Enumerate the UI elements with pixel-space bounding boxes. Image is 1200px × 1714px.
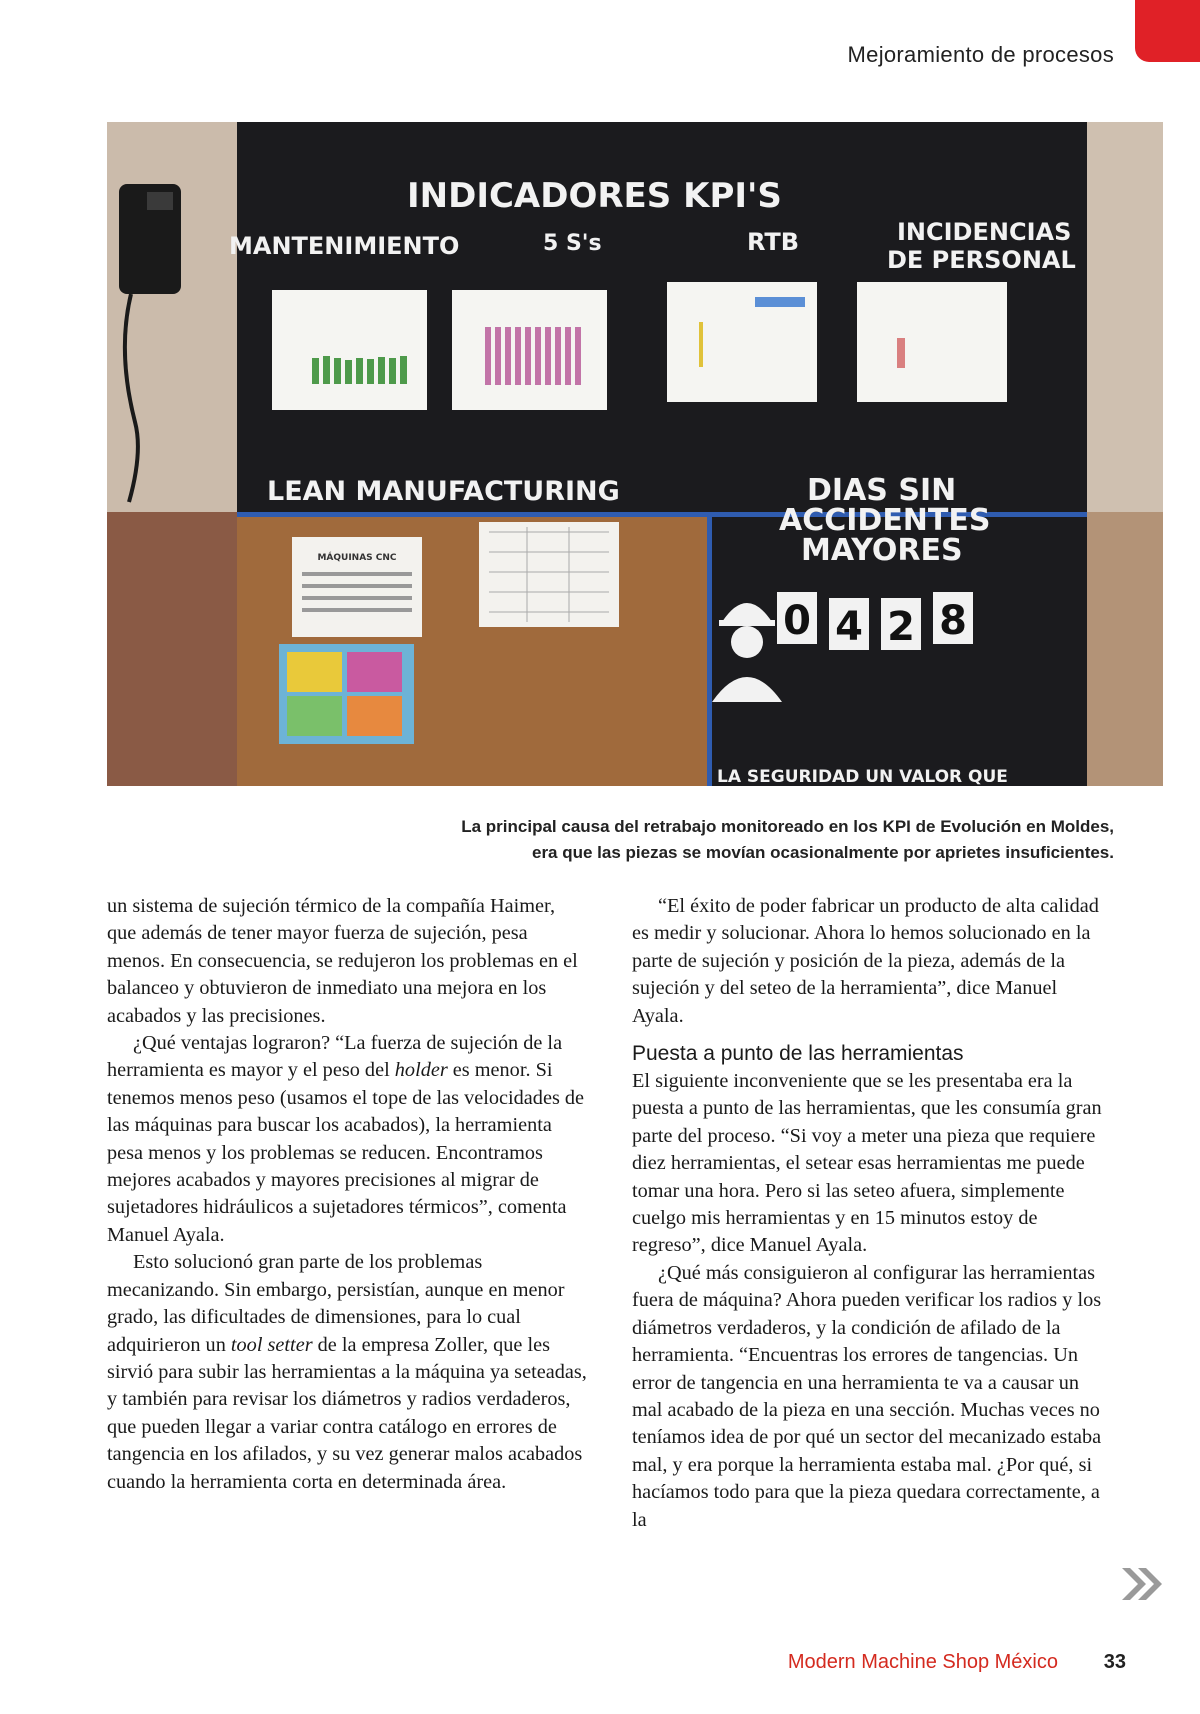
body-paragraph: ¿Qué ventajas lograron? “La fuerza de sujeción de la herramienta es mayor y el peso del holder es menor. Si tenemos menos peso (usamos el tope de las velocidades de las máquinas para buscar los acabados), la herramienta pesa menos y los problemas se reducen. Encontramos mejores acabados y mayores precisiones al migrar de sujetadores hidráulicos a sujetadores térmicos”, comenta Manuel Ayala. xyxy=(107,1032,585,1246)
board-title: INDICADORES KPI'S xyxy=(407,176,782,216)
kpi-label-5s: 5 S's xyxy=(543,231,602,256)
page-footer xyxy=(0,1651,1200,1681)
right-column xyxy=(632,893,1112,1534)
kpi-sheet-incidents xyxy=(857,282,1007,402)
caption-line-1: La principal causa del retrabajo monitoreado en los KPI de Evolución en Moldes, xyxy=(461,817,1114,836)
kpi-label-maintenance: MANTENIMIENTO xyxy=(229,232,460,260)
accident-title-3: MAYORES xyxy=(801,533,963,568)
accident-title-2: ACCIDENTES xyxy=(779,503,991,538)
puzzle-poster xyxy=(279,644,414,744)
kpi-label-incidents-2: DE PERSONAL xyxy=(887,246,1076,274)
caption-line-2: era que las piezas se movían ocasionalmente por aprietes insuficientes. xyxy=(531,843,1114,862)
lean-title: LEAN MANUFACTURING xyxy=(267,476,620,507)
counter-digit-3: 2 xyxy=(887,604,915,650)
page-number: 33 xyxy=(1103,1651,1126,1673)
section-color-tab xyxy=(1135,0,1200,62)
body-paragraph: un sistema de sujeción térmico de la compañía Haimer, que además de tener mayor fuerza de sujeción, pesa menos. En consecuencia, se redujeron los problemas en el balanceo y obtuvieron de inmediato una mejora en los acabados y las precisiones. xyxy=(107,895,578,1027)
photo-caption xyxy=(354,814,1114,866)
kpi-sheet-maintenance xyxy=(272,290,427,410)
continue-arrow-icon xyxy=(1118,1564,1168,1604)
accident-title-1: DIAS SIN xyxy=(807,473,957,508)
section-heading: Puesta a punto de las herramientas xyxy=(632,1042,964,1066)
left-column xyxy=(107,893,587,1496)
kpi-sheet-rtb xyxy=(667,282,817,402)
kpi-board-photo xyxy=(107,122,1163,786)
lean-sheet xyxy=(479,522,619,627)
safety-slogan: LA SEGURIDAD UN VALOR QUE xyxy=(717,767,1008,786)
counter-digit-4: 8 xyxy=(939,598,967,644)
kpi-label-rtb: RTB xyxy=(747,228,800,256)
publication-name: Modern Machine Shop México xyxy=(787,1651,1058,1673)
body-paragraph: “El éxito de poder fabricar un producto de alta calidad es medir y solucionar. Ahora lo hemos solucionado en la parte de sujeción y posición de la pieza, además de la sujeción y del seteo de la herramienta”, dice Manuel Ayala. xyxy=(632,895,1099,1027)
counter-digit-1: 0 xyxy=(783,598,811,644)
section-label: Mejoramiento de procesos xyxy=(847,42,1114,67)
body-paragraph: El siguiente inconveniente que se les presentaba era la puesta a punto de las herramientas, que les consumía gran parte del proceso. “Si voy a meter una pieza que requiere diez herramientas, el setear esas herramientas me puede tomar una hora. Pero si las seteo afuera, simplemente cuelgo mis herramientas y en 15 minutos estoy de regreso”, dice Manuel Ayala. xyxy=(632,1070,1102,1257)
kpi-label-incidents-1: INCIDENCIAS xyxy=(897,218,1072,246)
counter-digit-2: 4 xyxy=(835,604,863,650)
body-paragraph: Esto solucionó gran parte de los problemas mecanizando. Sin embargo, persistían, aunque en menor grado, las dificultades de dimensiones, para lo cual adquirieron un tool setter de la empresa Zoller, que les sirvió para subir las herramientas a la máquina ya seteadas, y también para revisar los diámetros y radios verdaderos, que pueden llegar a variar contra catálogo en errores de tangencia en los afilados, y su vez generar malos acabados cuando la herramienta corta en determinada área. xyxy=(107,1251,587,1493)
poster-title: MÁQUINAS CNC xyxy=(317,553,397,563)
body-paragraph: ¿Qué más consiguieron al configurar las herramientas fuera de máquina? Ahora pueden verificar los radios y los diámetros verdaderos, y la condición de afilado de la herramienta. “Encuentras los errores de tangencias. Un error de tangencia en una herramienta te va a causar un mal acabado de la pieza en una sección. Muchas veces no teníamos idea de por qué un sector del mecanizado estaba mal, y era porque la herramienta estaba mal. ¿Por qué, si hacíamos todo para que la pieza quedara correctamente, a la xyxy=(632,1261,1102,1531)
cnc-poster xyxy=(292,537,422,637)
kpi-sheet-5s xyxy=(452,290,607,410)
